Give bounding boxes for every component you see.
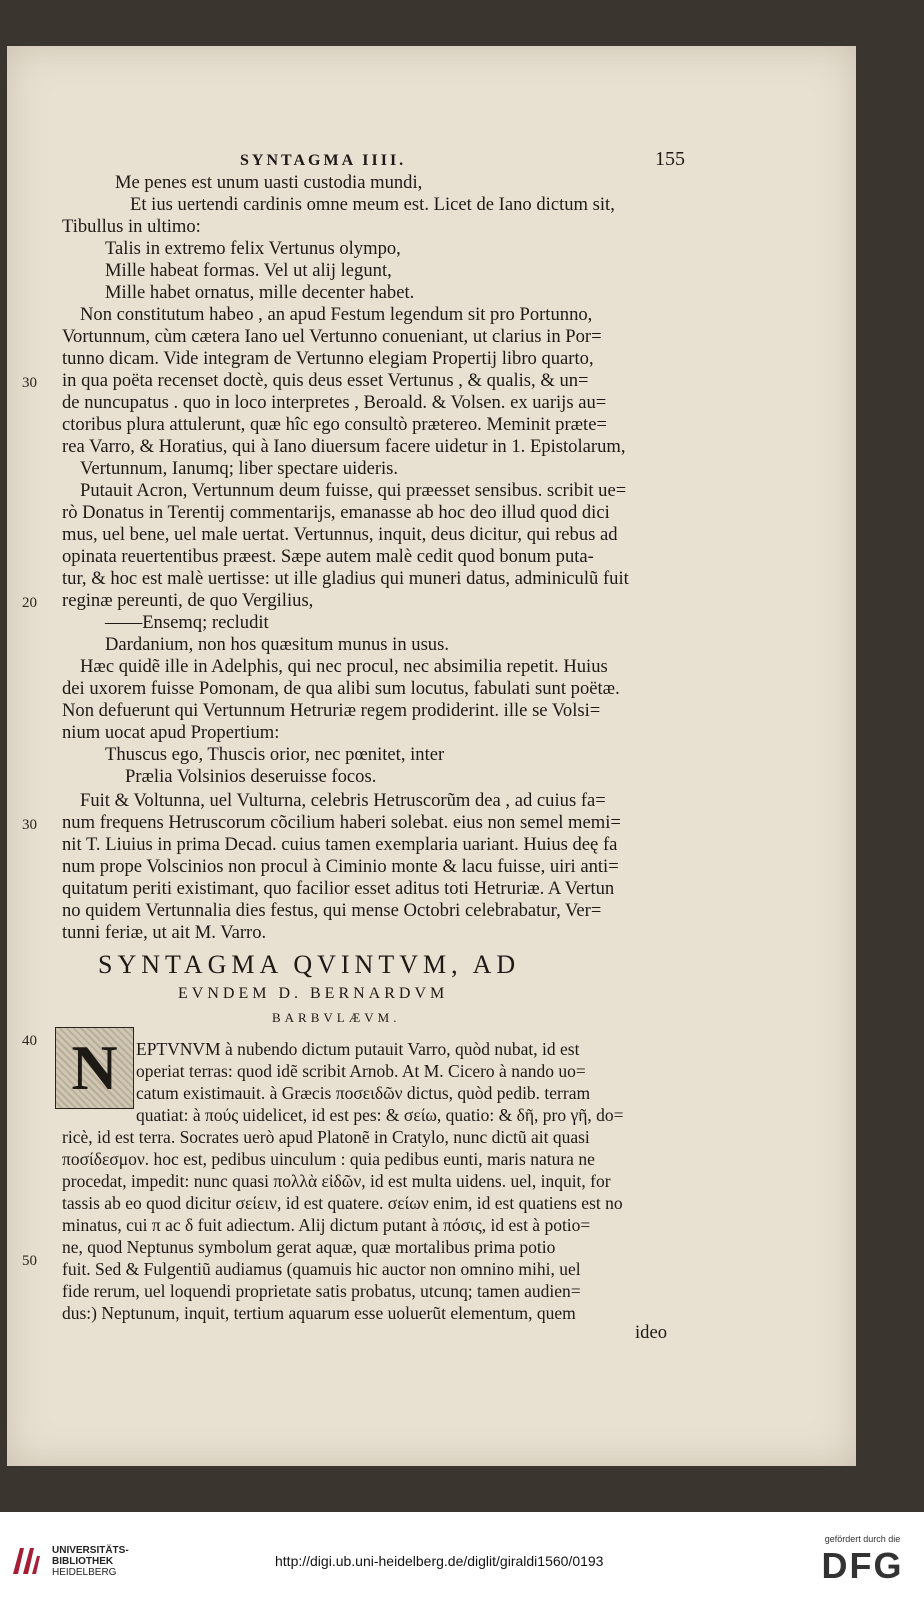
text-line: Non constitutum habeo , an apud Festum legendum sit pro Portunno,	[80, 304, 593, 325]
catchword: ideo	[635, 1322, 668, 1343]
text-line: Mille habeat formas. Vel ut alij legunt,	[105, 260, 392, 281]
text-line: Dardanium, non hos quæsitum munus in usus.	[105, 634, 449, 655]
text-line: Hæc quidẽ ille in Adelphis, qui nec procul, nec absimilia repetit. Huius	[80, 656, 608, 677]
text-line: mus, uel bene, uel male uertat. Vertunnus, inquit, deus dicitur, qui rebus ad	[62, 524, 618, 545]
text-line: ctoribus plura attulerunt, quæ hîc ego consultò prætereo. Meminit præte=	[62, 414, 607, 435]
text-line: Tibullus in ultimo:	[62, 216, 201, 237]
text-line: tur, & hoc est malè uertisse: ut ille gladius qui muneri datus, adminiculũ fuit	[62, 568, 629, 589]
text-line: Putauit Acron, Vertunnum deum fuisse, qui præesset sensibus. scribit ue=	[80, 480, 627, 501]
text-line: nit T. Liuius in prima Decad. cuius tamen exemplaria uariant. Huius deę fa	[62, 834, 618, 855]
text-line: fide rerum, uel loquendi proprietate satis probatus, utcunq; tamen audien=	[62, 1281, 581, 1301]
initial-letter: N	[71, 1032, 118, 1103]
page-url[interactable]: http://digi.ub.uni-heidelberg.de/diglit/giraldi1560/0193	[275, 1553, 604, 1569]
viewer-footer	[0, 1512, 924, 1603]
text-line: Vertunnum, Ianumq; liber spectare uideris.	[80, 458, 399, 479]
margin-line-number: 20	[22, 595, 37, 611]
university-seal-icon	[10, 1544, 40, 1578]
decorated-initial	[55, 1027, 134, 1109]
text-line: rò Donatus in Terentij commentarijs, emanasse ab hoc deo illud quod dici	[62, 502, 610, 523]
margin-line-number: 40	[22, 1033, 37, 1049]
text-line: Vortunnum, cùm cætera Iano uel Vertunno conueniant, ut clarius in Por=	[62, 326, 602, 347]
dfg-sponsor	[810, 1534, 915, 1584]
text-line: no quidem Vertunnalia dies festus, qui mense Octobri celebrabatur, Ver=	[62, 900, 602, 921]
text-line: procedat, impedit: nunc quasi πολλὰ εἰδῶν, id est multa uidens. uel, inquit, for	[62, 1171, 611, 1191]
text-line: Et ius uertendi cardinis omne meum est. Licet de Iano dictum sit,	[130, 194, 615, 215]
text-line: Thuscus ego, Thuscis orior, nec pœnitet, inter	[105, 744, 445, 765]
running-head: SYNTAGMA IIII.	[240, 152, 407, 169]
chapter-subheading: EVNDEM D. BERNARDVM	[178, 985, 449, 1002]
text-line: tunno dicam. Vide integram de Vertunno elegiam Propertij libro quarto,	[62, 348, 594, 369]
text-line: ——Ensemq; recludit	[105, 612, 269, 633]
text-line: ποσίδεσμον. hoc est, pedibus uinculum : quia pedibus eunti, maris natura ne	[62, 1149, 595, 1169]
text-line: minatus, cui π ac δ fuit adiectum. Alij dictum putant à πόσις, id est à potio=	[62, 1215, 591, 1235]
text-line: ricè, id est terra. Socrates uerò apud Platonẽ in Cratylo, nunc dictũ ait quasi	[62, 1127, 590, 1147]
text-line: operiat terras: quod idẽ scribit Arnob. At M. Cicero à nando uo=	[136, 1061, 586, 1081]
text-line: tassis ab eo quod dicitur σείειν, id est quatere. σείων enim, id est quatiens est no	[62, 1193, 623, 1213]
text-line: fuit. Sed & Fulgentiũ audiamus (quamuis hic auctor non omnino mihi, uel	[62, 1259, 581, 1279]
dfg-caption: gefördert durch die	[824, 1534, 901, 1544]
margin-line-number: 30	[22, 817, 37, 833]
text-line: in qua poëta recenset doctè, quis deus esset Vertunus , & qualis, & un=	[62, 370, 589, 391]
dfg-logo-icon: DFG	[821, 1545, 904, 1586]
text-line: num frequens Hetruscorum cõcilium haberi solebat. eius non semel memi=	[62, 812, 621, 833]
text-line: Fuit & Voltunna, uel Vulturna, celebris Hetruscorũm dea , ad cuius fa=	[80, 790, 606, 811]
text-line: opinata reuertentibus præest. Sæpe autem malè cedit quod bonum puta-	[62, 546, 594, 567]
text-line: Me penes est unum uasti custodia mundi,	[115, 172, 423, 193]
margin-line-number: 50	[22, 1253, 37, 1269]
chapter-heading: SYNTAGMA QVINTVM, AD	[98, 950, 521, 979]
text-line: Non defuerunt qui Vertunnum Hetruriæ regem prodiderint. ille se Volsi=	[62, 700, 601, 721]
text-line: dus:) Neptunum, inquit, tertium aquarum esse uoluerũt elementum, quem	[62, 1303, 576, 1323]
text-line: Prælia Volsinios deseruisse focos.	[125, 766, 377, 787]
text-line: de nuncupatus . quo in loco interpretes , Beroald. & Volsen. ex uarijs au=	[62, 392, 607, 413]
text-line: dei uxorem fuisse Pomonam, de qua alibi sum locutus, fabulati sunt poëtæ.	[62, 678, 620, 699]
text-line: tunni feriæ, ut ait M. Varro.	[62, 922, 267, 943]
text-line: Mille habet ornatus, mille decenter habet.	[105, 282, 415, 303]
text-line: quitatum periti existimant, quo facilior esset aditus toti Hetruriæ. A Vertun	[62, 878, 615, 899]
text-line: rea Varro, & Horatius, qui à Iano diuersum facere uidetur in 1. Epistolarum,	[62, 436, 626, 457]
text-line: Talis in extremo felix Vertunus olympo,	[105, 238, 401, 259]
university-library-name: UNIVERSITÄTS- BIBLIOTHEK HEIDELBERG	[52, 1545, 129, 1578]
text-line: ne, quod Neptunus symbolum gerat aquæ, quæ mortalibus prima potio	[62, 1237, 556, 1257]
text-line: num prope Volscinios non procul à Ciminio monte & lacu fuisse, uiri anti=	[62, 856, 619, 877]
text-line: EPTVNVM à nubendo dictum putauit Varro, quòd nubat, id est	[136, 1039, 580, 1059]
page-number: 155	[655, 148, 685, 170]
text-line: nium uocat apud Propertium:	[62, 722, 280, 743]
text-line: quatiat: à πούς uidelicet, id est pes: & σείω, quatio: & δῆ, pro γῆ, do=	[136, 1105, 624, 1125]
text-line: reginæ pereunti, de quo Vergilius,	[62, 590, 314, 611]
margin-line-number: 30	[22, 375, 37, 391]
text-line: catum existimauit. à Græcis ποσειδῶν dictus, quòd pedib. terram	[136, 1083, 591, 1103]
chapter-subheading-name: BARBVLÆVM.	[272, 1010, 401, 1025]
